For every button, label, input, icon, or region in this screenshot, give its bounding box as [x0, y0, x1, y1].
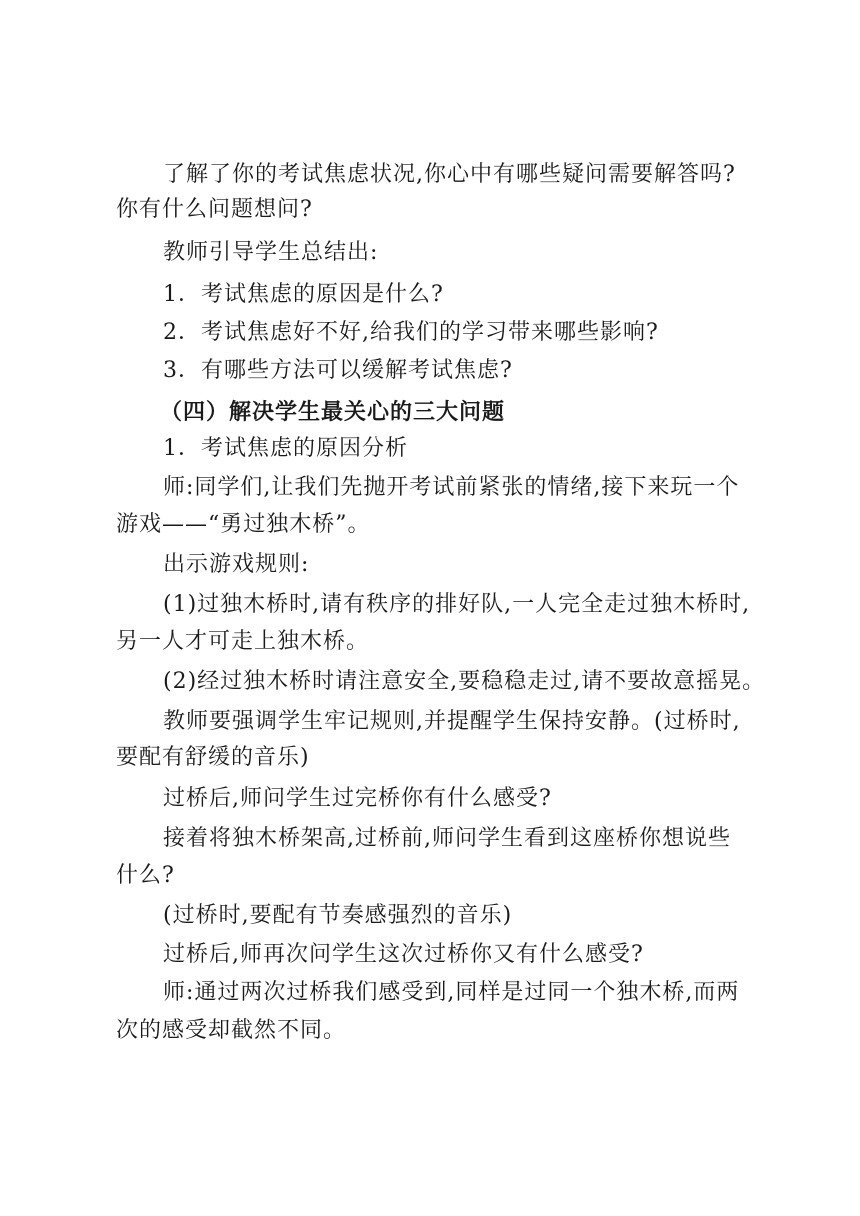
subsection-heading: 1．考试焦虑的原因分析 [163, 436, 408, 461]
rule-item: (1)过独木桥时,请有秩序的排好队,一人完全走过独木桥时, [163, 592, 751, 617]
paragraph-line: 师:同学们,让我们先抛开考试前紧张的情绪,接下来玩一个 [163, 475, 740, 500]
paragraph-line: 要配有舒缓的音乐) [116, 745, 310, 770]
paragraph-line: 接着将独木桥架高,过桥前,师问学生看到这座桥你想说些 [163, 826, 731, 851]
paragraph-line: 过桥后,师再次问学生这次过桥你又有什么感受? [163, 942, 644, 967]
paragraph-line: 出示游戏规则: [163, 552, 310, 577]
paragraph-line: 了解了你的考试焦虑状况,你心中有哪些疑问需要解答吗? [163, 162, 736, 187]
paragraph-line: 你有什么问题想问? [116, 197, 313, 222]
paragraph-line: 什么? [116, 863, 175, 888]
rule-item-continuation: 另一人才可走上独木桥。 [116, 629, 370, 654]
paragraph-line: 次的感受却截然不同。 [116, 1018, 347, 1043]
list-item: 2．考试焦虑好不好,给我们的学习带来哪些影响? [163, 320, 659, 345]
list-item: 3．有哪些方法可以缓解考试焦虑? [163, 358, 513, 383]
paragraph-line: 教师引导学生总结出: [163, 240, 379, 265]
paragraph-line: 教师要强调学生牢记规则,并提醒学生保持安静。(过桥时, [163, 709, 741, 734]
paragraph-line: 师:通过两次过桥我们感受到,同样是过同一个独木桥,而两 [163, 980, 740, 1005]
section-heading: （四）解决学生最关心的三大问题 [160, 399, 506, 425]
paragraph-line: 过桥后,师问学生过完桥你有什么感受? [163, 786, 552, 811]
list-item: 1．考试焦虑的原因是什么? [163, 282, 444, 307]
paragraph-line: 游戏——“勇过独木桥”。 [116, 512, 371, 537]
paragraph-line: (过桥时,要配有节奏感强烈的音乐) [163, 903, 513, 928]
rule-item: (2)经过独木桥时请注意安全,要稳稳走过,请不要故意摇晃。 [163, 669, 766, 694]
